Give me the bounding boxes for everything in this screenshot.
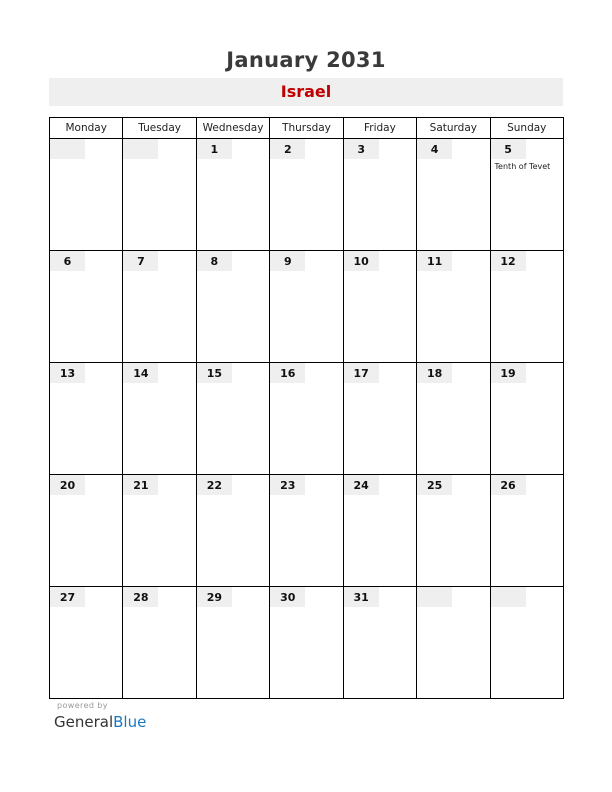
day-cell <box>490 475 563 587</box>
day-number <box>417 587 452 607</box>
day-cell <box>270 139 343 251</box>
weekday-header: Thursday <box>270 118 343 139</box>
brand-logo-link[interactable] <box>54 713 146 731</box>
day-number: 8 <box>197 251 232 271</box>
day-number: 16 <box>270 363 305 383</box>
day-number <box>123 139 158 159</box>
day-cell <box>50 363 123 475</box>
day-number: 26 <box>491 475 526 495</box>
day-cell <box>50 475 123 587</box>
week-row <box>50 363 564 475</box>
weekday-header: Wednesday <box>196 118 269 139</box>
brand-name-general: General <box>54 713 114 731</box>
day-number <box>491 587 526 607</box>
day-cell <box>196 363 269 475</box>
weekday-header: Tuesday <box>123 118 196 139</box>
day-number: 6 <box>50 251 85 271</box>
day-number: 30 <box>270 587 305 607</box>
day-cell <box>343 251 416 363</box>
calendar-grid <box>49 117 564 699</box>
day-number: 20 <box>50 475 85 495</box>
day-cell <box>270 587 343 699</box>
day-cell <box>123 251 196 363</box>
day-cell <box>343 139 416 251</box>
day-number: 4 <box>417 139 452 159</box>
day-number: 23 <box>270 475 305 495</box>
day-cell <box>490 139 563 251</box>
day-cell <box>123 363 196 475</box>
day-cell <box>196 251 269 363</box>
day-number: 31 <box>344 587 379 607</box>
day-cell <box>343 363 416 475</box>
day-number: 10 <box>344 251 379 271</box>
week-row <box>50 251 564 363</box>
page-title: January 2031 <box>226 48 386 72</box>
day-cell <box>196 587 269 699</box>
day-number: 14 <box>123 363 158 383</box>
powered-by-text: powered by <box>57 701 108 710</box>
day-cell <box>270 363 343 475</box>
day-number: 22 <box>197 475 232 495</box>
day-number: 3 <box>344 139 379 159</box>
day-cell <box>417 139 490 251</box>
day-cell <box>417 251 490 363</box>
day-cell <box>490 587 563 699</box>
weekday-header: Saturday <box>417 118 490 139</box>
day-cell <box>270 251 343 363</box>
day-cell <box>123 587 196 699</box>
day-cell <box>50 251 123 363</box>
day-number: 21 <box>123 475 158 495</box>
day-cell <box>490 251 563 363</box>
day-number: 27 <box>50 587 85 607</box>
day-cell <box>196 139 269 251</box>
week-row <box>50 475 564 587</box>
week-row <box>50 587 564 699</box>
day-number: 1 <box>197 139 232 159</box>
country-banner <box>49 78 563 106</box>
day-cell <box>196 475 269 587</box>
holiday-label: Tenth of Tevet <box>494 162 551 171</box>
weekday-header: Monday <box>50 118 123 139</box>
day-cell <box>123 475 196 587</box>
brand-name-blue: Blue <box>113 713 147 731</box>
day-number: 13 <box>50 363 85 383</box>
day-cell <box>123 139 196 251</box>
day-number: 11 <box>417 251 452 271</box>
day-number: 29 <box>197 587 232 607</box>
week-row <box>50 139 564 251</box>
day-cell <box>343 587 416 699</box>
day-cell <box>270 475 343 587</box>
day-cell <box>490 363 563 475</box>
day-cell <box>50 139 123 251</box>
day-number: 2 <box>270 139 305 159</box>
day-number: 15 <box>197 363 232 383</box>
day-number: 28 <box>123 587 158 607</box>
weekday-header: Friday <box>343 118 416 139</box>
day-cell <box>343 475 416 587</box>
country-name: Israel <box>280 82 332 101</box>
day-number: 9 <box>270 251 305 271</box>
weekday-header-row <box>50 118 564 139</box>
day-number: 12 <box>491 251 526 271</box>
day-number: 25 <box>417 475 452 495</box>
day-number: 5 <box>491 139 526 159</box>
day-cell <box>417 587 490 699</box>
day-number: 17 <box>344 363 379 383</box>
day-cell <box>50 587 123 699</box>
day-number <box>50 139 85 159</box>
day-number: 7 <box>123 251 158 271</box>
day-number: 24 <box>344 475 379 495</box>
weekday-header: Sunday <box>490 118 563 139</box>
day-number: 19 <box>491 363 526 383</box>
day-cell <box>417 475 490 587</box>
day-number: 18 <box>417 363 452 383</box>
day-cell <box>417 363 490 475</box>
